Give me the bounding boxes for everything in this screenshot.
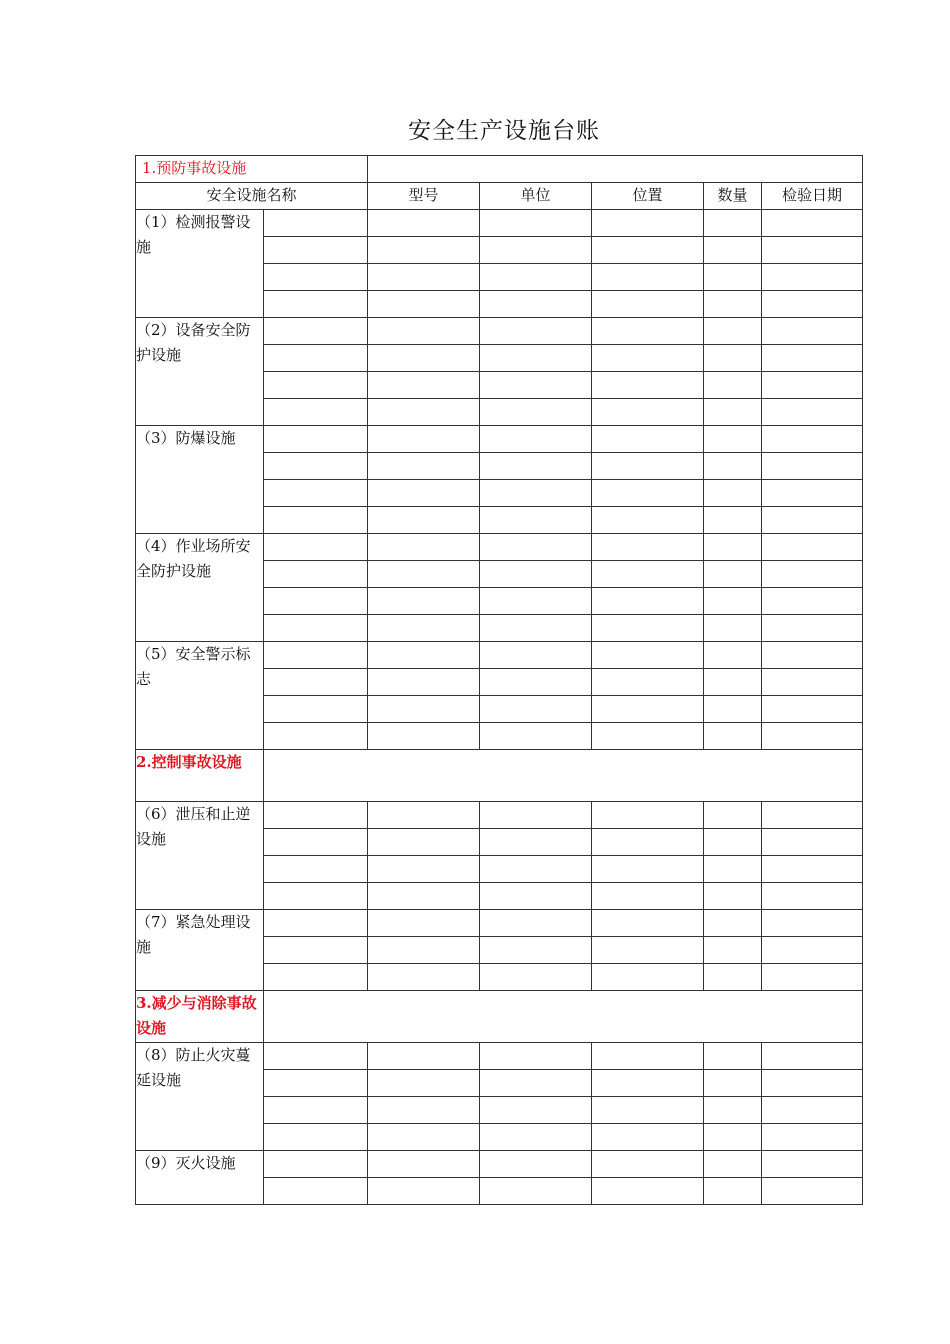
category-label: （9）灭火设施	[136, 1151, 264, 1205]
entry-cell[interactable]	[480, 1151, 592, 1178]
entry-cell[interactable]	[368, 210, 480, 237]
column-header: 型号	[368, 183, 480, 210]
table-row	[136, 642, 863, 669]
entry-cell[interactable]	[368, 507, 480, 534]
entry-cell[interactable]	[762, 210, 863, 237]
entry-cell[interactable]	[368, 1097, 480, 1124]
entry-cell[interactable]	[592, 1178, 704, 1205]
entry-cell[interactable]	[264, 669, 368, 696]
entry-cell[interactable]	[480, 534, 592, 561]
table-row	[136, 802, 863, 829]
entry-cell[interactable]	[480, 1097, 592, 1124]
entry-cell[interactable]	[762, 1070, 863, 1097]
category-label: （7）紧急处理设施	[136, 910, 264, 991]
entry-cell[interactable]	[480, 1124, 592, 1151]
column-header: 单位	[480, 183, 592, 210]
page-title: 安全生产设施台账	[408, 118, 600, 144]
entry-cell[interactable]	[368, 642, 480, 669]
entry-cell[interactable]	[480, 237, 592, 264]
section-row	[136, 750, 863, 802]
entry-cell[interactable]	[762, 507, 863, 534]
entry-cell[interactable]	[264, 453, 368, 480]
category-label: （5）安全警示标志	[136, 642, 264, 750]
entry-cell[interactable]	[704, 480, 762, 507]
entry-cell[interactable]	[704, 910, 762, 937]
entry-cell[interactable]	[592, 964, 704, 991]
entry-cell[interactable]	[264, 561, 368, 588]
entry-cell[interactable]	[762, 237, 863, 264]
entry-cell[interactable]	[762, 856, 863, 883]
entry-cell[interactable]	[704, 372, 762, 399]
entry-cell[interactable]	[592, 696, 704, 723]
entry-cell[interactable]	[264, 883, 368, 910]
entry-cell[interactable]	[368, 910, 480, 937]
entry-cell[interactable]	[762, 588, 863, 615]
entry-cell[interactable]	[592, 291, 704, 318]
entry-cell[interactable]	[264, 802, 368, 829]
header-row	[136, 183, 863, 210]
entry-cell[interactable]	[368, 318, 480, 345]
entry-cell[interactable]	[480, 615, 592, 642]
entry-cell[interactable]	[592, 1043, 704, 1070]
entry-cell[interactable]	[480, 856, 592, 883]
section-row	[136, 991, 863, 1043]
entry-cell[interactable]	[704, 534, 762, 561]
entry-cell[interactable]	[264, 399, 368, 426]
entry-cell[interactable]	[762, 1178, 863, 1205]
entry-cell[interactable]	[480, 453, 592, 480]
entry-cell[interactable]	[368, 829, 480, 856]
entry-cell[interactable]	[368, 883, 480, 910]
entry-cell[interactable]	[704, 883, 762, 910]
entry-cell[interactable]	[704, 561, 762, 588]
section-label: 1.预防事故设施	[136, 156, 368, 183]
entry-cell[interactable]	[704, 615, 762, 642]
entry-cell[interactable]	[368, 426, 480, 453]
entry-cell[interactable]	[592, 507, 704, 534]
entry-cell[interactable]	[704, 1097, 762, 1124]
entry-cell[interactable]	[368, 345, 480, 372]
entry-cell[interactable]	[480, 426, 592, 453]
entry-cell[interactable]	[264, 1124, 368, 1151]
entry-cell[interactable]	[592, 426, 704, 453]
entry-cell[interactable]	[762, 1124, 863, 1151]
entry-cell[interactable]	[368, 399, 480, 426]
entry-cell[interactable]	[480, 264, 592, 291]
category-label: （3）防爆设施	[136, 426, 264, 534]
entry-cell[interactable]	[762, 615, 863, 642]
entry-cell[interactable]	[704, 829, 762, 856]
category-label: （2）设备安全防护设施	[136, 318, 264, 426]
entry-cell[interactable]	[480, 588, 592, 615]
column-header: 位置	[592, 183, 704, 210]
entry-cell[interactable]	[264, 642, 368, 669]
entry-cell[interactable]	[704, 318, 762, 345]
entry-cell[interactable]	[704, 1178, 762, 1205]
entry-cell[interactable]	[704, 291, 762, 318]
entry-cell[interactable]	[762, 723, 863, 750]
entry-cell[interactable]	[762, 534, 863, 561]
ledger-body	[136, 156, 863, 1205]
entry-cell[interactable]	[592, 210, 704, 237]
category-label: （8）防止火灾蔓延设施	[136, 1043, 264, 1151]
entry-cell[interactable]	[480, 910, 592, 937]
entry-cell[interactable]	[704, 588, 762, 615]
entry-cell[interactable]	[480, 1070, 592, 1097]
entry-cell[interactable]	[368, 588, 480, 615]
entry-cell[interactable]	[480, 696, 592, 723]
entry-cell[interactable]	[592, 345, 704, 372]
entry-cell[interactable]	[264, 480, 368, 507]
entry-cell[interactable]	[264, 1178, 368, 1205]
entry-cell[interactable]	[368, 372, 480, 399]
section-label: 2.控制事故设施	[136, 750, 264, 802]
entry-cell[interactable]	[762, 883, 863, 910]
entry-cell[interactable]	[368, 964, 480, 991]
entry-cell[interactable]	[762, 669, 863, 696]
entry-cell[interactable]	[762, 1043, 863, 1070]
entry-cell[interactable]	[704, 237, 762, 264]
table-row	[136, 534, 863, 561]
table-row	[136, 1043, 863, 1070]
entry-cell[interactable]	[704, 723, 762, 750]
entry-cell[interactable]	[592, 588, 704, 615]
entry-cell[interactable]	[592, 453, 704, 480]
entry-cell[interactable]	[762, 642, 863, 669]
entry-cell[interactable]	[480, 829, 592, 856]
entry-cell[interactable]	[762, 561, 863, 588]
entry-cell[interactable]	[264, 318, 368, 345]
entry-cell[interactable]	[480, 883, 592, 910]
column-header: 检验日期	[762, 183, 863, 210]
entry-cell[interactable]	[264, 534, 368, 561]
entry-cell[interactable]	[592, 534, 704, 561]
entry-cell[interactable]	[264, 372, 368, 399]
entry-cell[interactable]	[592, 480, 704, 507]
entry-cell[interactable]	[704, 264, 762, 291]
entry-cell[interactable]	[480, 669, 592, 696]
entry-cell[interactable]	[264, 937, 368, 964]
entry-cell[interactable]	[762, 453, 863, 480]
column-header: 安全设施名称	[136, 183, 368, 210]
entry-cell[interactable]	[762, 1151, 863, 1178]
entry-cell[interactable]	[762, 829, 863, 856]
entry-cell[interactable]	[480, 561, 592, 588]
entry-cell[interactable]	[592, 561, 704, 588]
entry-cell[interactable]	[704, 426, 762, 453]
entry-cell[interactable]	[762, 802, 863, 829]
entry-cell[interactable]	[480, 642, 592, 669]
entry-cell[interactable]	[704, 210, 762, 237]
entry-cell[interactable]	[704, 1124, 762, 1151]
entry-cell[interactable]	[762, 910, 863, 937]
entry-cell[interactable]	[592, 910, 704, 937]
empty-cell	[264, 750, 863, 802]
entry-cell[interactable]	[592, 937, 704, 964]
entry-cell[interactable]	[264, 964, 368, 991]
entry-cell[interactable]	[592, 669, 704, 696]
entry-cell[interactable]	[368, 1178, 480, 1205]
entry-cell[interactable]	[704, 937, 762, 964]
entry-cell[interactable]	[762, 937, 863, 964]
table-row	[136, 910, 863, 937]
entry-cell[interactable]	[704, 802, 762, 829]
entry-cell[interactable]	[368, 291, 480, 318]
entry-cell[interactable]	[592, 237, 704, 264]
entry-cell[interactable]	[480, 318, 592, 345]
entry-cell[interactable]	[264, 426, 368, 453]
entry-cell[interactable]	[480, 1178, 592, 1205]
entry-cell[interactable]	[264, 237, 368, 264]
entry-cell[interactable]	[264, 507, 368, 534]
entry-cell[interactable]	[592, 318, 704, 345]
entry-cell[interactable]	[762, 372, 863, 399]
entry-cell[interactable]	[368, 1151, 480, 1178]
entry-cell[interactable]	[592, 1124, 704, 1151]
entry-cell[interactable]	[762, 264, 863, 291]
entry-cell[interactable]	[592, 1097, 704, 1124]
entry-cell[interactable]	[480, 802, 592, 829]
entry-cell[interactable]	[592, 264, 704, 291]
category-label: （6）泄压和止逆设施	[136, 802, 264, 910]
entry-cell[interactable]	[368, 534, 480, 561]
entry-cell[interactable]	[704, 399, 762, 426]
entry-cell[interactable]	[762, 399, 863, 426]
section-row	[136, 156, 863, 183]
entry-cell[interactable]	[480, 723, 592, 750]
entry-cell[interactable]	[762, 345, 863, 372]
facility-ledger-table	[135, 155, 863, 1205]
entry-cell[interactable]	[368, 237, 480, 264]
entry-cell[interactable]	[762, 1097, 863, 1124]
entry-cell[interactable]	[704, 696, 762, 723]
entry-cell[interactable]	[264, 910, 368, 937]
entry-cell[interactable]	[368, 696, 480, 723]
entry-cell[interactable]	[704, 856, 762, 883]
entry-cell[interactable]	[264, 1151, 368, 1178]
entry-cell[interactable]	[368, 723, 480, 750]
entry-cell[interactable]	[264, 1070, 368, 1097]
entry-cell[interactable]	[264, 1097, 368, 1124]
entry-cell[interactable]	[368, 802, 480, 829]
entry-cell[interactable]	[480, 937, 592, 964]
entry-cell[interactable]	[368, 1070, 480, 1097]
entry-cell[interactable]	[592, 802, 704, 829]
entry-cell[interactable]	[704, 453, 762, 480]
entry-cell[interactable]	[704, 964, 762, 991]
entry-cell[interactable]	[368, 480, 480, 507]
entry-cell[interactable]	[368, 1043, 480, 1070]
section-label: 3.减少与消除事故设施	[136, 991, 264, 1043]
entry-cell[interactable]	[480, 210, 592, 237]
category-label: （4）作业场所安全防护设施	[136, 534, 264, 642]
entry-cell[interactable]	[264, 291, 368, 318]
entry-cell[interactable]	[480, 1043, 592, 1070]
entry-cell[interactable]	[592, 399, 704, 426]
column-header: 数量	[704, 183, 762, 210]
entry-cell[interactable]	[704, 1151, 762, 1178]
table-row	[136, 1151, 863, 1178]
entry-cell[interactable]	[480, 964, 592, 991]
entry-cell[interactable]	[368, 937, 480, 964]
entry-cell[interactable]	[592, 883, 704, 910]
entry-cell[interactable]	[480, 291, 592, 318]
entry-cell[interactable]	[592, 372, 704, 399]
entry-cell[interactable]	[264, 829, 368, 856]
entry-cell[interactable]	[264, 856, 368, 883]
entry-cell[interactable]	[480, 372, 592, 399]
entry-cell[interactable]	[592, 856, 704, 883]
table-row	[136, 426, 863, 453]
entry-cell[interactable]	[592, 615, 704, 642]
entry-cell[interactable]	[704, 507, 762, 534]
entry-cell[interactable]	[480, 480, 592, 507]
empty-cell	[368, 156, 863, 183]
entry-cell[interactable]	[264, 264, 368, 291]
entry-cell[interactable]	[480, 345, 592, 372]
entry-cell[interactable]	[762, 318, 863, 345]
entry-cell[interactable]	[762, 964, 863, 991]
entry-cell[interactable]	[592, 723, 704, 750]
entry-cell[interactable]	[264, 615, 368, 642]
entry-cell[interactable]	[368, 1124, 480, 1151]
entry-cell[interactable]	[368, 264, 480, 291]
category-label: （1）检测报警设施	[136, 210, 264, 318]
empty-cell	[264, 991, 863, 1043]
entry-cell[interactable]	[762, 696, 863, 723]
entry-cell[interactable]	[368, 669, 480, 696]
entry-cell[interactable]	[480, 507, 592, 534]
entry-cell[interactable]	[704, 1070, 762, 1097]
entry-cell[interactable]	[264, 723, 368, 750]
entry-cell[interactable]	[762, 291, 863, 318]
entry-cell[interactable]	[264, 588, 368, 615]
entry-cell[interactable]	[762, 426, 863, 453]
entry-cell[interactable]	[264, 210, 368, 237]
entry-cell[interactable]	[368, 453, 480, 480]
entry-cell[interactable]	[704, 669, 762, 696]
entry-cell[interactable]	[762, 480, 863, 507]
entry-cell[interactable]	[264, 696, 368, 723]
entry-cell[interactable]	[704, 1043, 762, 1070]
table-row	[136, 318, 863, 345]
entry-cell[interactable]	[592, 642, 704, 669]
entry-cell[interactable]	[264, 1043, 368, 1070]
entry-cell[interactable]	[368, 561, 480, 588]
entry-cell[interactable]	[592, 829, 704, 856]
entry-cell[interactable]	[368, 856, 480, 883]
entry-cell[interactable]	[264, 345, 368, 372]
entry-cell[interactable]	[480, 399, 592, 426]
entry-cell[interactable]	[592, 1070, 704, 1097]
entry-cell[interactable]	[592, 1151, 704, 1178]
entry-cell[interactable]	[704, 345, 762, 372]
entry-cell[interactable]	[704, 642, 762, 669]
table-row	[136, 210, 863, 237]
entry-cell[interactable]	[368, 615, 480, 642]
